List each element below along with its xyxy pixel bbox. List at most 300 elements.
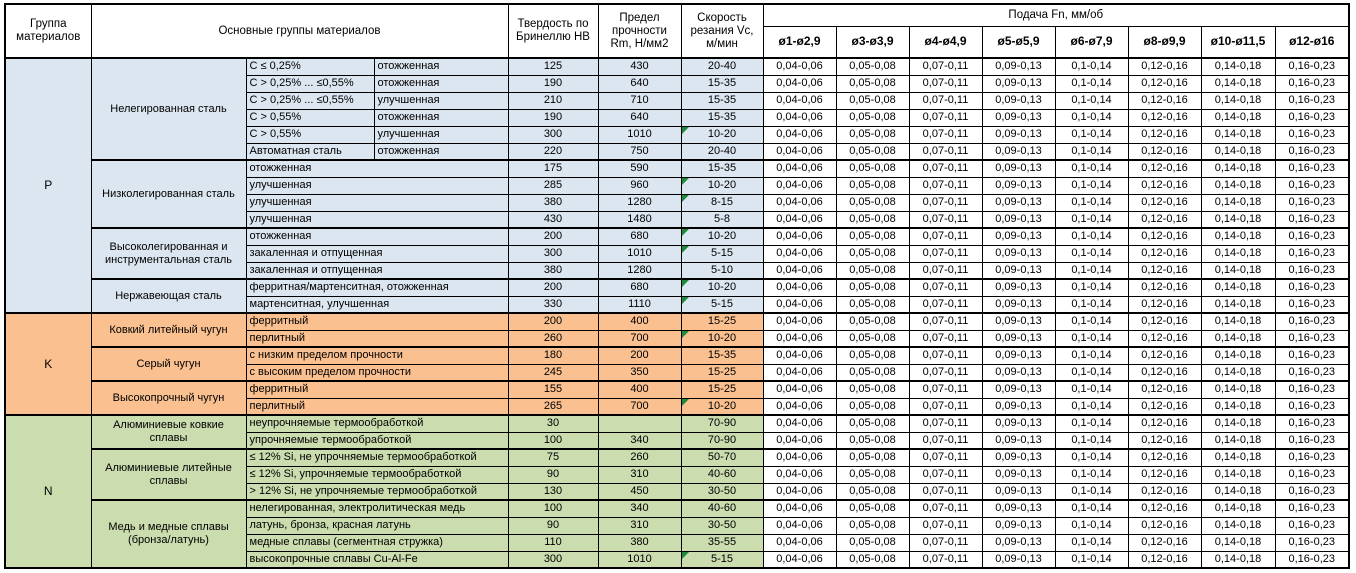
feed-cell: 0,04-0,06 xyxy=(763,517,836,534)
feed-cell: 0,1-0,14 xyxy=(1055,279,1128,296)
feed-cell: 0,05-0,08 xyxy=(836,483,909,500)
feed-cell: 0,16-0,23 xyxy=(1275,296,1349,313)
feed-cell: 0,05-0,08 xyxy=(836,245,909,262)
table-row xyxy=(5,58,1349,75)
feed-cell: 0,05-0,08 xyxy=(836,75,909,92)
material-state-cell: улучшенная xyxy=(374,92,508,109)
feed-cell: 0,14-0,18 xyxy=(1201,432,1275,449)
cutting-speed-cell: 5-15 xyxy=(681,551,763,568)
feed-cell: 0,12-0,16 xyxy=(1128,381,1201,398)
material-spec-cell: C > 0,25% ... ≤0,55% xyxy=(246,92,374,109)
feed-cell: 0,14-0,18 xyxy=(1201,415,1275,432)
feed-cell: 0,09-0,13 xyxy=(982,466,1055,483)
feed-cell: 0,07-0,11 xyxy=(909,347,982,364)
feed-cell: 0,05-0,08 xyxy=(836,109,909,126)
feed-cell: 0,09-0,13 xyxy=(982,364,1055,381)
hardness-cell: 430 xyxy=(508,211,598,228)
feed-cell: 0,09-0,13 xyxy=(982,58,1055,75)
feed-cell: 0,09-0,13 xyxy=(982,194,1055,211)
feed-cell: 0,09-0,13 xyxy=(982,483,1055,500)
feed-cell: 0,09-0,13 xyxy=(982,432,1055,449)
feed-cell: 0,12-0,16 xyxy=(1128,75,1201,92)
feed-cell: 0,07-0,11 xyxy=(909,483,982,500)
feed-cell: 0,1-0,14 xyxy=(1055,330,1128,347)
strength-cell xyxy=(598,415,681,432)
hardness-cell: 300 xyxy=(508,245,598,262)
header-diameter-7: ø10-ø11,5 xyxy=(1201,26,1275,58)
feed-cell: 0,1-0,14 xyxy=(1055,551,1128,568)
material-desc-cell: мартенситная, улучшенная xyxy=(246,296,508,313)
hardness-cell: 380 xyxy=(508,194,598,211)
material-desc-cell: упрочняемые термообработкой xyxy=(246,432,508,449)
feed-cell: 0,05-0,08 xyxy=(836,143,909,160)
strength-cell: 700 xyxy=(598,330,681,347)
strength-cell: 450 xyxy=(598,483,681,500)
feed-cell: 0,14-0,18 xyxy=(1201,551,1275,568)
feed-cell: 0,04-0,06 xyxy=(763,313,836,330)
feed-cell: 0,12-0,16 xyxy=(1128,194,1201,211)
feed-cell: 0,05-0,08 xyxy=(836,398,909,415)
cutting-speed-cell: 5-10 xyxy=(681,262,763,279)
feed-cell: 0,07-0,11 xyxy=(909,415,982,432)
feed-cell: 0,09-0,13 xyxy=(982,398,1055,415)
material-desc-cell: высокопрочные сплавы Cu-Al-Fe xyxy=(246,551,508,568)
cutting-speed-cell: 15-35 xyxy=(681,109,763,126)
feed-cell: 0,14-0,18 xyxy=(1201,364,1275,381)
feed-cell: 0,05-0,08 xyxy=(836,330,909,347)
cutting-speed-cell: 5-8 xyxy=(681,211,763,228)
feed-cell: 0,04-0,06 xyxy=(763,398,836,415)
strength-cell: 680 xyxy=(598,228,681,245)
feed-cell: 0,09-0,13 xyxy=(982,109,1055,126)
cutting-speed-cell: 10-20 xyxy=(681,228,763,245)
feed-cell: 0,05-0,08 xyxy=(836,313,909,330)
feed-cell: 0,1-0,14 xyxy=(1055,160,1128,177)
feed-cell: 0,16-0,23 xyxy=(1275,92,1349,109)
feed-cell: 0,16-0,23 xyxy=(1275,381,1349,398)
feed-cell: 0,05-0,08 xyxy=(836,92,909,109)
strength-cell: 310 xyxy=(598,517,681,534)
feed-cell: 0,12-0,16 xyxy=(1128,551,1201,568)
cutting-speed-cell: 10-20 xyxy=(681,279,763,296)
feed-cell: 0,09-0,13 xyxy=(982,415,1055,432)
feed-cell: 0,04-0,06 xyxy=(763,483,836,500)
strength-cell: 640 xyxy=(598,109,681,126)
feed-cell: 0,16-0,23 xyxy=(1275,279,1349,296)
feed-cell: 0,04-0,06 xyxy=(763,296,836,313)
table-row xyxy=(5,415,1349,432)
material-desc-cell: неупрочняемые термообработкой xyxy=(246,415,508,432)
feed-cell: 0,05-0,08 xyxy=(836,466,909,483)
cutting-speed-cell: 35-55 xyxy=(681,534,763,551)
hardness-cell: 155 xyxy=(508,381,598,398)
feed-cell: 0,12-0,16 xyxy=(1128,177,1201,194)
note-triangle-icon xyxy=(682,229,689,236)
feed-cell: 0,14-0,18 xyxy=(1201,466,1275,483)
feed-cell: 0,05-0,08 xyxy=(836,415,909,432)
subgroup-name-cell: Ковкий литейный чугун xyxy=(91,313,246,347)
strength-cell: 750 xyxy=(598,143,681,160)
strength-cell: 1280 xyxy=(598,194,681,211)
note-triangle-icon xyxy=(682,399,689,406)
feed-cell: 0,07-0,11 xyxy=(909,449,982,466)
feed-cell: 0,07-0,11 xyxy=(909,313,982,330)
feed-cell: 0,07-0,11 xyxy=(909,364,982,381)
feed-cell: 0,14-0,18 xyxy=(1201,500,1275,517)
feed-cell: 0,1-0,14 xyxy=(1055,500,1128,517)
feed-cell: 0,1-0,14 xyxy=(1055,398,1128,415)
header-speed: Скорость резания Vc, м/мин xyxy=(681,4,763,58)
feed-cell: 0,12-0,16 xyxy=(1128,228,1201,245)
feed-cell: 0,07-0,11 xyxy=(909,126,982,143)
feed-cell: 0,14-0,18 xyxy=(1201,517,1275,534)
feed-cell: 0,05-0,08 xyxy=(836,517,909,534)
feed-cell: 0,1-0,14 xyxy=(1055,177,1128,194)
strength-cell: 1110 xyxy=(598,296,681,313)
feed-cell: 0,14-0,18 xyxy=(1201,296,1275,313)
feed-cell: 0,07-0,11 xyxy=(909,398,982,415)
cutting-speed-cell: 15-25 xyxy=(681,364,763,381)
feed-cell: 0,09-0,13 xyxy=(982,75,1055,92)
feed-cell: 0,04-0,06 xyxy=(763,500,836,517)
hardness-cell: 300 xyxy=(508,126,598,143)
feed-cell: 0,04-0,06 xyxy=(763,381,836,398)
feed-cell: 0,09-0,13 xyxy=(982,160,1055,177)
material-spec-cell: C > 0,55% xyxy=(246,126,374,143)
feed-cell: 0,12-0,16 xyxy=(1128,483,1201,500)
feed-cell: 0,09-0,13 xyxy=(982,500,1055,517)
feed-cell: 0,14-0,18 xyxy=(1201,109,1275,126)
feed-cell: 0,16-0,23 xyxy=(1275,398,1349,415)
material-desc-cell: отожженная xyxy=(246,228,508,245)
feed-cell: 0,1-0,14 xyxy=(1055,194,1128,211)
feed-cell: 0,09-0,13 xyxy=(982,551,1055,568)
cutting-speed-cell: 15-35 xyxy=(681,160,763,177)
feed-cell: 0,16-0,23 xyxy=(1275,517,1349,534)
materials-cutting-table xyxy=(4,3,1350,569)
hardness-cell: 90 xyxy=(508,466,598,483)
feed-cell: 0,05-0,08 xyxy=(836,364,909,381)
feed-cell: 0,16-0,23 xyxy=(1275,262,1349,279)
feed-cell: 0,04-0,06 xyxy=(763,551,836,568)
feed-cell: 0,09-0,13 xyxy=(982,347,1055,364)
feed-cell: 0,09-0,13 xyxy=(982,262,1055,279)
feed-cell: 0,14-0,18 xyxy=(1201,245,1275,262)
feed-cell: 0,1-0,14 xyxy=(1055,432,1128,449)
material-state-cell: отожженная xyxy=(374,109,508,126)
feed-cell: 0,12-0,16 xyxy=(1128,296,1201,313)
material-desc-cell: с низким пределом прочности xyxy=(246,347,508,364)
feed-cell: 0,09-0,13 xyxy=(982,517,1055,534)
table-row xyxy=(5,449,1349,466)
feed-cell: 0,12-0,16 xyxy=(1128,279,1201,296)
hardness-cell: 200 xyxy=(508,279,598,296)
cutting-speed-cell: 15-25 xyxy=(681,381,763,398)
feed-cell: 0,12-0,16 xyxy=(1128,534,1201,551)
subgroup-name-cell: Алюминиевые литейные сплавы xyxy=(91,449,246,500)
feed-cell: 0,12-0,16 xyxy=(1128,160,1201,177)
feed-cell: 0,04-0,06 xyxy=(763,279,836,296)
hardness-cell: 130 xyxy=(508,483,598,500)
cutting-speed-cell: 8-15 xyxy=(681,194,763,211)
feed-cell: 0,05-0,08 xyxy=(836,160,909,177)
feed-cell: 0,14-0,18 xyxy=(1201,279,1275,296)
feed-cell: 0,16-0,23 xyxy=(1275,160,1349,177)
feed-cell: 0,1-0,14 xyxy=(1055,143,1128,160)
cutting-speed-cell: 70-90 xyxy=(681,432,763,449)
hardness-cell: 200 xyxy=(508,228,598,245)
strength-cell: 200 xyxy=(598,347,681,364)
cutting-speed-cell: 5-15 xyxy=(681,245,763,262)
feed-cell: 0,07-0,11 xyxy=(909,432,982,449)
feed-cell: 0,05-0,08 xyxy=(836,126,909,143)
feed-cell: 0,14-0,18 xyxy=(1201,58,1275,75)
feed-cell: 0,1-0,14 xyxy=(1055,517,1128,534)
feed-cell: 0,12-0,16 xyxy=(1128,449,1201,466)
material-desc-cell: ферритный xyxy=(246,381,508,398)
material-state-cell: отожженная xyxy=(374,58,508,75)
note-triangle-icon xyxy=(682,178,689,185)
cutting-speed-cell: 10-20 xyxy=(681,398,763,415)
feed-cell: 0,14-0,18 xyxy=(1201,262,1275,279)
feed-cell: 0,16-0,23 xyxy=(1275,245,1349,262)
feed-cell: 0,09-0,13 xyxy=(982,126,1055,143)
feed-cell: 0,07-0,11 xyxy=(909,466,982,483)
material-spec-cell: C > 0,55% xyxy=(246,109,374,126)
feed-cell: 0,05-0,08 xyxy=(836,347,909,364)
feed-cell: 0,04-0,06 xyxy=(763,330,836,347)
feed-cell: 0,1-0,14 xyxy=(1055,483,1128,500)
table-row xyxy=(5,500,1349,517)
feed-cell: 0,05-0,08 xyxy=(836,551,909,568)
strength-cell: 1480 xyxy=(598,211,681,228)
feed-cell: 0,12-0,16 xyxy=(1128,58,1201,75)
feed-cell: 0,05-0,08 xyxy=(836,279,909,296)
cutting-speed-cell: 5-15 xyxy=(681,296,763,313)
feed-cell: 0,07-0,11 xyxy=(909,534,982,551)
feed-cell: 0,1-0,14 xyxy=(1055,296,1128,313)
table-row xyxy=(5,313,1349,330)
header-diameter-2: ø3-ø3,9 xyxy=(836,26,909,58)
feed-cell: 0,04-0,06 xyxy=(763,449,836,466)
feed-cell: 0,16-0,23 xyxy=(1275,228,1349,245)
note-triangle-icon xyxy=(682,331,689,338)
feed-cell: 0,1-0,14 xyxy=(1055,75,1128,92)
feed-cell: 0,09-0,13 xyxy=(982,330,1055,347)
hardness-cell: 210 xyxy=(508,92,598,109)
feed-cell: 0,04-0,06 xyxy=(763,160,836,177)
cutting-speed-cell: 20-40 xyxy=(681,58,763,75)
note-triangle-icon xyxy=(682,280,689,287)
header-feed-title: Подача Fn, мм/об xyxy=(763,4,1349,26)
feed-cell: 0,16-0,23 xyxy=(1275,58,1349,75)
cutting-speed-cell: 40-60 xyxy=(681,500,763,517)
feed-cell: 0,04-0,06 xyxy=(763,262,836,279)
hardness-cell: 200 xyxy=(508,313,598,330)
material-state-cell: отожженная xyxy=(374,143,508,160)
feed-cell: 0,09-0,13 xyxy=(982,211,1055,228)
note-triangle-icon xyxy=(682,246,689,253)
feed-cell: 0,07-0,11 xyxy=(909,177,982,194)
group-code-cell: P xyxy=(5,58,91,313)
feed-cell: 0,12-0,16 xyxy=(1128,262,1201,279)
feed-cell: 0,1-0,14 xyxy=(1055,109,1128,126)
feed-cell: 0,16-0,23 xyxy=(1275,466,1349,483)
hardness-cell: 245 xyxy=(508,364,598,381)
strength-cell: 380 xyxy=(598,534,681,551)
feed-cell: 0,04-0,06 xyxy=(763,92,836,109)
feed-cell: 0,09-0,13 xyxy=(982,228,1055,245)
subgroup-name-cell: Медь и медные сплавы (бронза/латунь) xyxy=(91,500,246,568)
feed-cell: 0,04-0,06 xyxy=(763,211,836,228)
strength-cell: 680 xyxy=(598,279,681,296)
feed-cell: 0,07-0,11 xyxy=(909,143,982,160)
subgroup-name-cell: Серый чугун xyxy=(91,347,246,381)
feed-cell: 0,14-0,18 xyxy=(1201,92,1275,109)
subgroup-name-cell: Низколегированная сталь xyxy=(91,160,246,228)
strength-cell: 400 xyxy=(598,313,681,330)
feed-cell: 0,14-0,18 xyxy=(1201,75,1275,92)
hardness-cell: 190 xyxy=(508,75,598,92)
feed-cell: 0,04-0,06 xyxy=(763,364,836,381)
strength-cell: 400 xyxy=(598,381,681,398)
feed-cell: 0,14-0,18 xyxy=(1201,534,1275,551)
material-desc-cell: улучшенная xyxy=(246,211,508,228)
feed-cell: 0,07-0,11 xyxy=(909,75,982,92)
strength-cell: 350 xyxy=(598,364,681,381)
feed-cell: 0,12-0,16 xyxy=(1128,211,1201,228)
feed-cell: 0,16-0,23 xyxy=(1275,534,1349,551)
cutting-speed-cell: 15-35 xyxy=(681,347,763,364)
feed-cell: 0,16-0,23 xyxy=(1275,364,1349,381)
header-hardness: Твердость по Бринеллю HB xyxy=(508,4,598,58)
feed-cell: 0,1-0,14 xyxy=(1055,466,1128,483)
feed-cell: 0,12-0,16 xyxy=(1128,313,1201,330)
feed-cell: 0,07-0,11 xyxy=(909,296,982,313)
feed-cell: 0,16-0,23 xyxy=(1275,313,1349,330)
strength-cell: 340 xyxy=(598,500,681,517)
hardness-cell: 265 xyxy=(508,398,598,415)
material-desc-cell: ≤ 12% Si, упрочняемые термообработкой xyxy=(246,466,508,483)
cutting-speed-cell: 40-60 xyxy=(681,466,763,483)
cutting-speed-cell: 10-20 xyxy=(681,126,763,143)
subgroup-name-cell: Высоколегированная и инструментальная сталь xyxy=(91,228,246,279)
hardness-cell: 90 xyxy=(508,517,598,534)
feed-cell: 0,07-0,11 xyxy=(909,228,982,245)
cutting-speed-cell: 15-35 xyxy=(681,75,763,92)
header-diameter-1: ø1-ø2,9 xyxy=(763,26,836,58)
feed-cell: 0,16-0,23 xyxy=(1275,330,1349,347)
feed-cell: 0,16-0,23 xyxy=(1275,449,1349,466)
material-desc-cell: ≤ 12% Si, не упрочняемые термообработкой xyxy=(246,449,508,466)
feed-cell: 0,14-0,18 xyxy=(1201,194,1275,211)
cutting-speed-cell: 15-35 xyxy=(681,92,763,109)
feed-cell: 0,14-0,18 xyxy=(1201,381,1275,398)
feed-cell: 0,14-0,18 xyxy=(1201,313,1275,330)
feed-cell: 0,05-0,08 xyxy=(836,177,909,194)
feed-cell: 0,04-0,06 xyxy=(763,109,836,126)
feed-cell: 0,14-0,18 xyxy=(1201,177,1275,194)
hardness-cell: 30 xyxy=(508,415,598,432)
cutting-data-table xyxy=(4,3,1350,569)
feed-cell: 0,16-0,23 xyxy=(1275,194,1349,211)
feed-cell: 0,14-0,18 xyxy=(1201,211,1275,228)
cutting-speed-cell: 50-70 xyxy=(681,449,763,466)
strength-cell: 590 xyxy=(598,160,681,177)
feed-cell: 0,07-0,11 xyxy=(909,160,982,177)
header-strength: Предел прочности Rm, Н/мм2 xyxy=(598,4,681,58)
feed-cell: 0,04-0,06 xyxy=(763,228,836,245)
feed-cell: 0,1-0,14 xyxy=(1055,381,1128,398)
hardness-cell: 125 xyxy=(508,58,598,75)
material-spec-cell: C > 0,25% ... ≤0,55% xyxy=(246,75,374,92)
feed-cell: 0,16-0,23 xyxy=(1275,177,1349,194)
feed-cell: 0,05-0,08 xyxy=(836,194,909,211)
feed-cell: 0,1-0,14 xyxy=(1055,347,1128,364)
feed-cell: 0,16-0,23 xyxy=(1275,211,1349,228)
feed-cell: 0,16-0,23 xyxy=(1275,75,1349,92)
feed-cell: 0,05-0,08 xyxy=(836,381,909,398)
hardness-cell: 260 xyxy=(508,330,598,347)
feed-cell: 0,09-0,13 xyxy=(982,143,1055,160)
material-desc-cell: латунь, бронза, красная латунь xyxy=(246,517,508,534)
hardness-cell: 110 xyxy=(508,534,598,551)
cutting-speed-cell: 30-50 xyxy=(681,517,763,534)
feed-cell: 0,1-0,14 xyxy=(1055,364,1128,381)
feed-cell: 0,09-0,13 xyxy=(982,313,1055,330)
strength-cell: 1280 xyxy=(598,262,681,279)
strength-cell: 1010 xyxy=(598,126,681,143)
feed-cell: 0,05-0,08 xyxy=(836,296,909,313)
feed-cell: 0,12-0,16 xyxy=(1128,398,1201,415)
hardness-cell: 190 xyxy=(508,109,598,126)
group-code-cell: N xyxy=(5,415,91,568)
subgroup-name-cell: Нелегированная сталь xyxy=(91,58,246,160)
feed-cell: 0,12-0,16 xyxy=(1128,500,1201,517)
strength-cell: 340 xyxy=(598,432,681,449)
feed-cell: 0,16-0,23 xyxy=(1275,109,1349,126)
feed-cell: 0,07-0,11 xyxy=(909,500,982,517)
feed-cell: 0,07-0,11 xyxy=(909,194,982,211)
subgroup-name-cell: Алюминиевые ковкие сплавы xyxy=(91,415,246,449)
feed-cell: 0,09-0,13 xyxy=(982,534,1055,551)
feed-cell: 0,07-0,11 xyxy=(909,245,982,262)
feed-cell: 0,05-0,08 xyxy=(836,211,909,228)
feed-cell: 0,12-0,16 xyxy=(1128,466,1201,483)
hardness-cell: 220 xyxy=(508,143,598,160)
feed-cell: 0,07-0,11 xyxy=(909,330,982,347)
feed-cell: 0,12-0,16 xyxy=(1128,92,1201,109)
material-desc-cell: нелегированная, электролитическая медь xyxy=(246,500,508,517)
feed-cell: 0,16-0,23 xyxy=(1275,126,1349,143)
hardness-cell: 175 xyxy=(508,160,598,177)
feed-cell: 0,12-0,16 xyxy=(1128,126,1201,143)
strength-cell: 710 xyxy=(598,92,681,109)
feed-cell: 0,09-0,13 xyxy=(982,92,1055,109)
feed-cell: 0,04-0,06 xyxy=(763,126,836,143)
feed-cell: 0,1-0,14 xyxy=(1055,262,1128,279)
feed-cell: 0,12-0,16 xyxy=(1128,517,1201,534)
feed-cell: 0,09-0,13 xyxy=(982,245,1055,262)
feed-cell: 0,05-0,08 xyxy=(836,534,909,551)
header-diameter-6: ø8-ø9,9 xyxy=(1128,26,1201,58)
feed-cell: 0,05-0,08 xyxy=(836,449,909,466)
feed-cell: 0,07-0,11 xyxy=(909,109,982,126)
feed-cell: 0,16-0,23 xyxy=(1275,500,1349,517)
feed-cell: 0,09-0,13 xyxy=(982,449,1055,466)
strength-cell: 1010 xyxy=(598,551,681,568)
feed-cell: 0,09-0,13 xyxy=(982,177,1055,194)
